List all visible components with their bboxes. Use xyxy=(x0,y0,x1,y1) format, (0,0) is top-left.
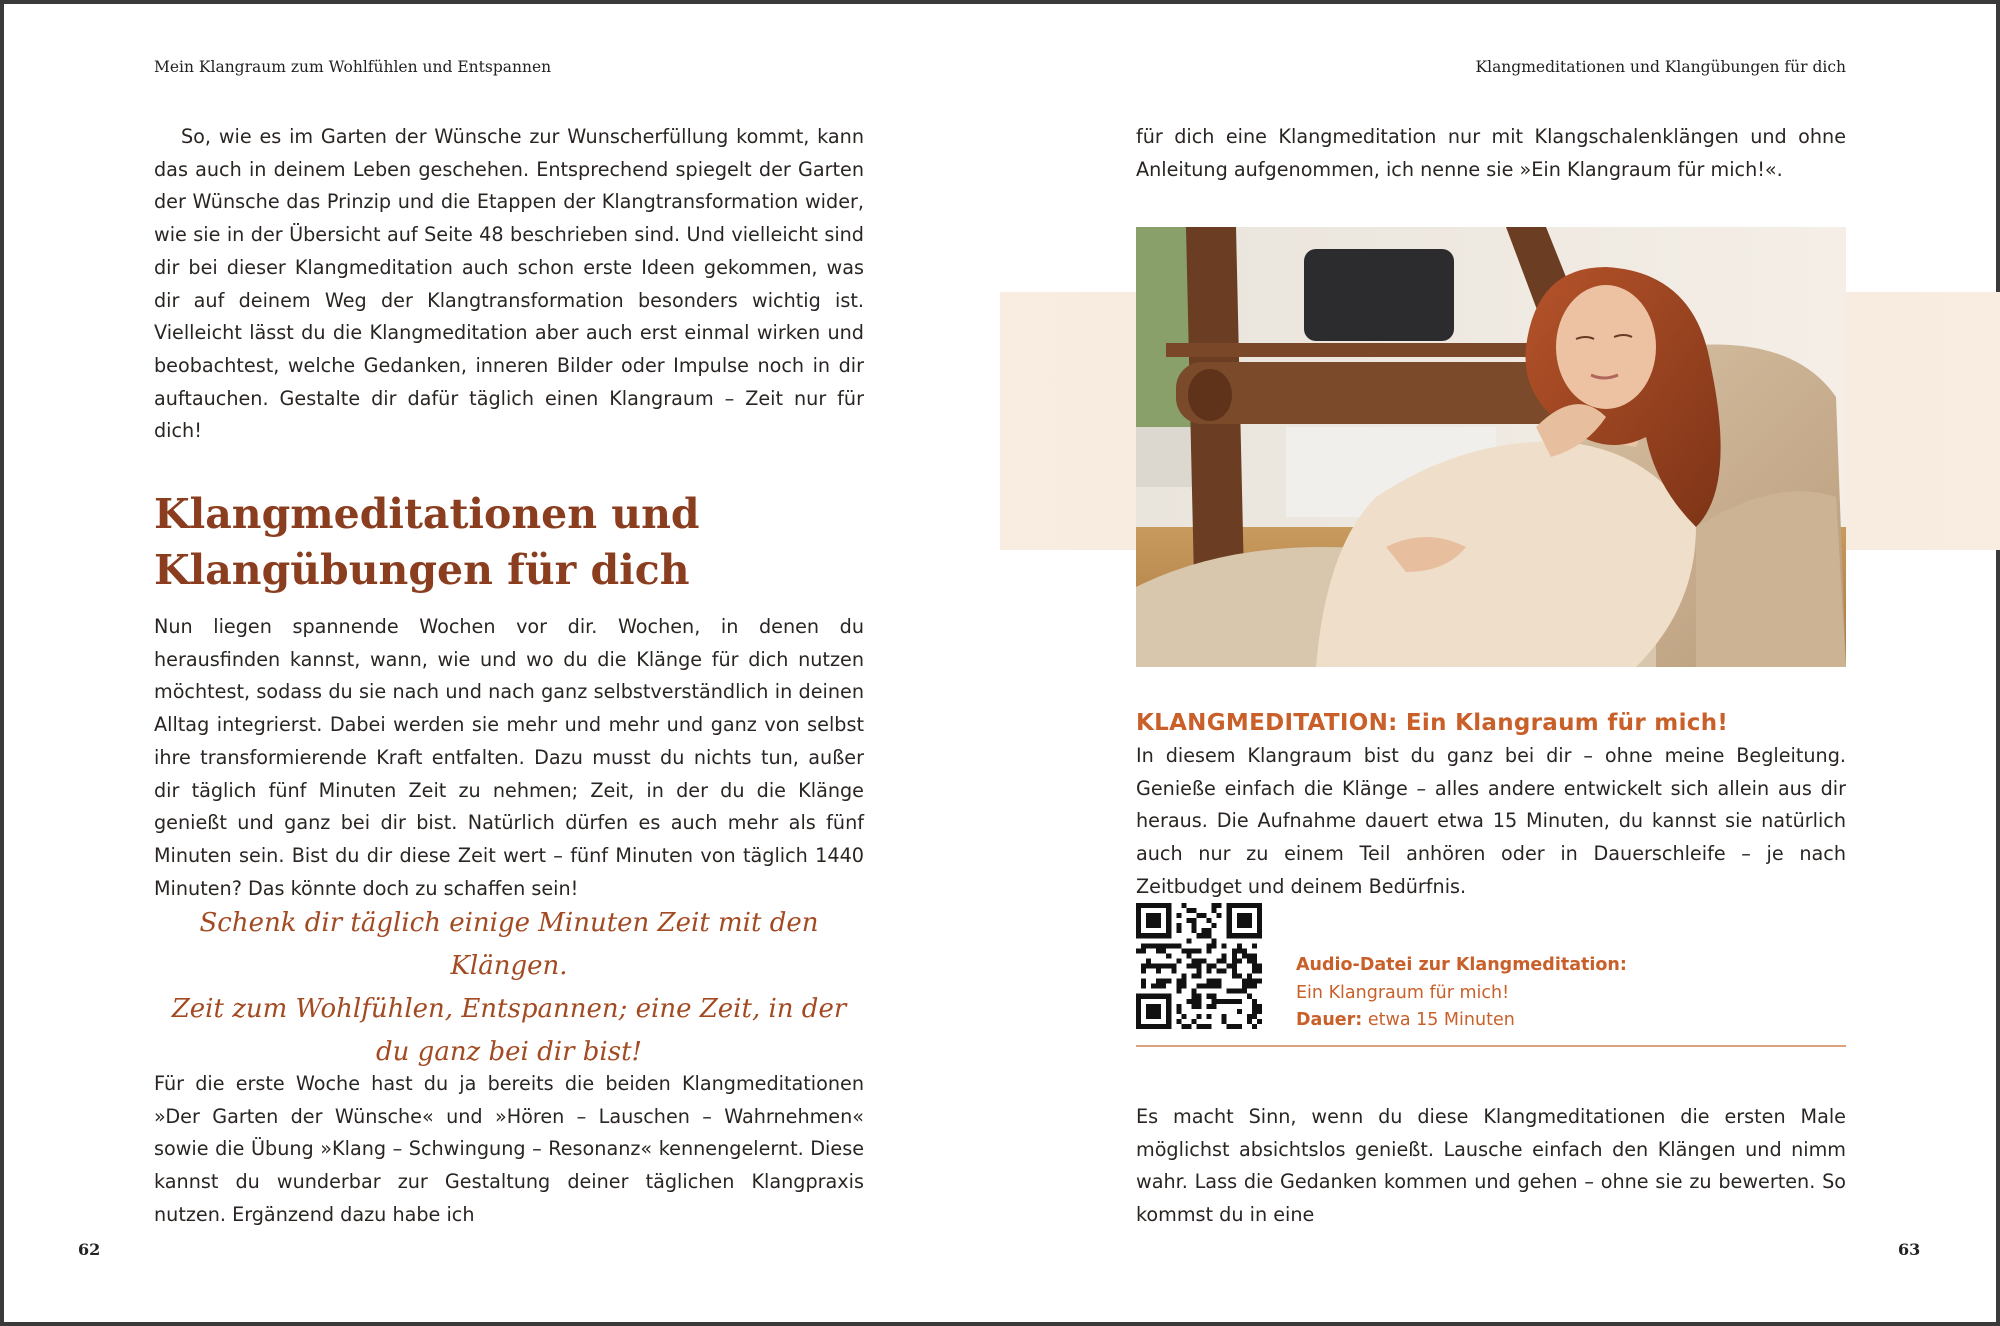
photo-illustration xyxy=(1136,227,1846,667)
right-running-head: Klangmeditationen und Klangübungen für dich xyxy=(1475,58,1846,76)
continued-paragraph: für dich eine Klangmeditation nur mit Klangschalenklängen und ohne Anleitung aufgenommen, ich nenne sie »Ein Klangraum für mich!«. xyxy=(1136,125,1846,181)
duration-label: Dauer: xyxy=(1296,1010,1363,1030)
section-heading-line-1: Klangmeditationen und xyxy=(154,490,700,538)
pull-quote-line-2: Zeit zum Wohlfühlen, Entspannen; eine Zeit, in der xyxy=(171,994,847,1024)
audio-qr-code[interactable] xyxy=(1136,903,1262,1029)
pull-quote-line-1: Schenk dir täglich einige Minuten Zeit mit den Klängen. xyxy=(199,908,819,981)
section-heading xyxy=(154,486,774,598)
qr-code-graphic xyxy=(1136,903,1262,1029)
closing-paragraph: Für die erste Woche hast du ja bereits die beiden Klangmeditationen »Der Garten der Wünsche« und »Hören – Lauschen – Wahrnehmen« sowie die Übung »Klang – Schwingung – Resonanz« kennengelernt. Diese kannst du wunderbar zur Gestaltung deiner täglichen Klangpraxis nutzen. Ergänzend dazu habe ich xyxy=(154,1072,864,1226)
body-paragraph: Nun liegen spannende Wochen vor dir. Wochen, in denen du herausfinden kannst, wann, wie und wo du die Klänge für dich nutzen möchtest, sodass du sie nach und nach ganz selbstverständlich in deinen Alltag integrierst. Dabei werden sie mehr und mehr und ganz von selbst ihre transformierende Kraft entfalten. Dazu musst du nichts tun, außer dir täglich fünf Minuten Zeit zu nehmen; Zeit, in der du die Klänge genießt und ganz bei dir bist. Natürlich dürfen es auch mehr als fünf Minuten sein. Bist du dir diese Zeit wert – fünf Minuten von täglich 1440 Minuten? Das könnte doch zu schaffen sein! xyxy=(154,615,864,900)
intro-paragraph: So, wie es im Garten der Wünsche zur Wunscherfüllung kommt, kann das auch in deinem Leben geschehen. Entsprechend spiegelt der Garten der Wünsche das Prinzip und die Etappen der Klangtransformation wider, wie sie in der Übersicht auf Seite 48 beschrieben sind. Und vielleicht sind dir bei dieser Klangmeditation auch schon erste Ideen gekommen, was dir auf deinem Weg der Klangtransformation besonders wichtig ist. Vielleicht lässt du die Klangmeditation aber auch erst einmal wirken und beobachtest, welche Gedanken, inneren Bilder oder Impulse noch in dir auftauchen. Gestalte dir dafür täglich einen Klangraum – Zeit nur für dich! xyxy=(154,125,864,443)
meditation-box-title: KLANGMEDITATION: Ein Klangraum für mich! xyxy=(1136,710,1729,736)
duration-value: etwa 15 Minuten xyxy=(1367,1010,1515,1030)
audio-duration xyxy=(1296,1007,1627,1035)
audio-file-label: Audio-Datei zur Klangmeditation: xyxy=(1296,955,1627,975)
right-page-number: 63 xyxy=(1898,1240,1921,1259)
pull-quote xyxy=(154,902,864,1074)
relaxing-woman-photo xyxy=(1136,227,1846,667)
left-page-number: 62 xyxy=(78,1240,101,1259)
section-heading-line-2: Klangübungen für dich xyxy=(154,546,690,594)
box-bottom-rule xyxy=(1136,1045,1846,1047)
audio-info xyxy=(1296,952,1627,1035)
audio-file-title: Ein Klangraum für mich! xyxy=(1296,982,1510,1003)
pull-quote-line-3: du ganz bei dir bist! xyxy=(376,1037,642,1067)
meditation-box-paragraph: In diesem Klangraum bist du ganz bei dir – ohne meine Begleitung. Genieße einfach die Klänge – alles andere entwickelt sich allein aus dir heraus. Die Aufnahme dauert etwa 15 Minuten, du kannst sie natürlich auch nur zu einem Teil anhören oder in Dauerschleife – je nach Zeitbudget und deinem Bedürfnis. xyxy=(1136,744,1846,898)
left-running-head: Mein Klangraum zum Wohlfühlen und Entspannen xyxy=(154,58,552,76)
final-paragraph: Es macht Sinn, wenn du diese Klangmeditationen die ersten Male möglichst absichtslos genießt. Lausche einfach den Klängen und nimm wahr. Lass die Gedanken kommen und gehen – ohne sie zu bewerten. So kommst du in eine xyxy=(1136,1105,1846,1227)
